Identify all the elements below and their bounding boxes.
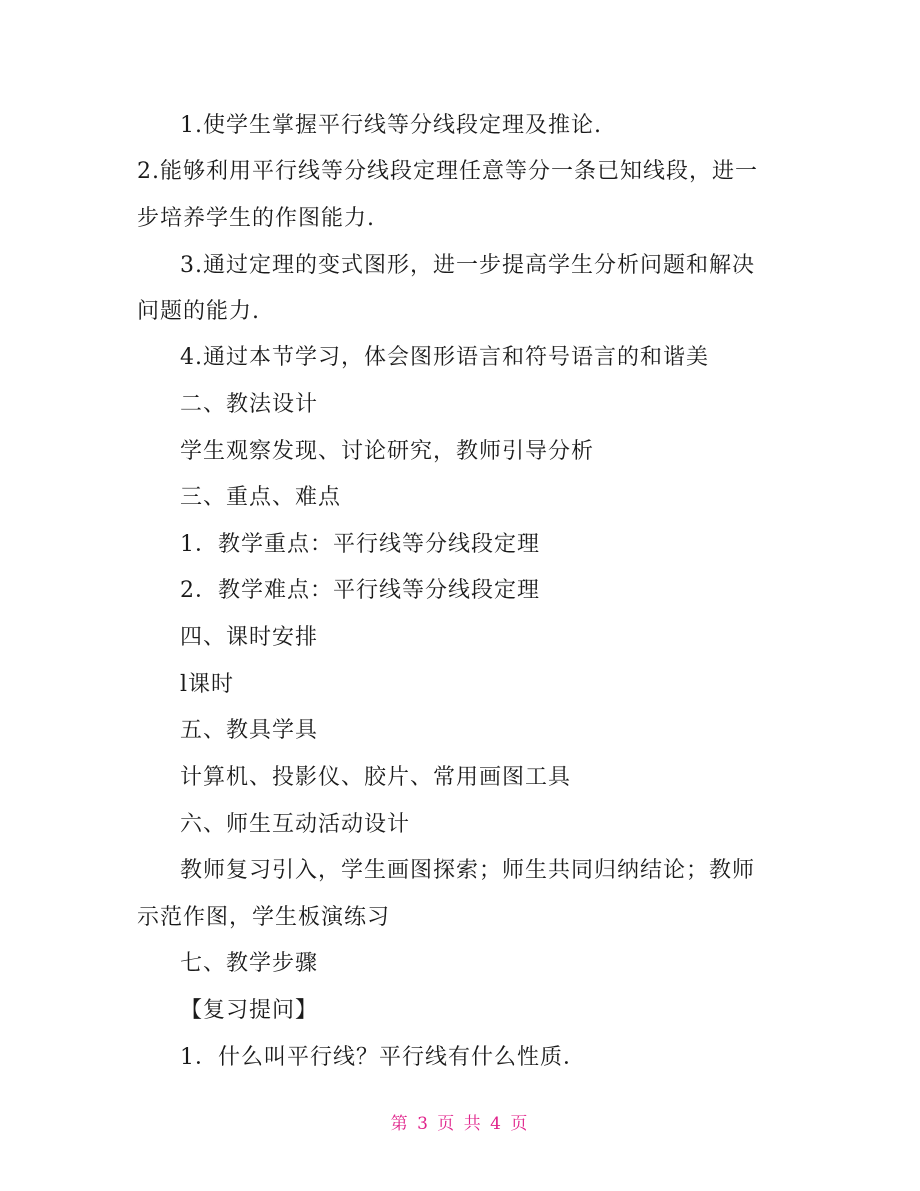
- section-heading-key-points: 三、重点、难点: [180, 485, 342, 510]
- key-point-2: 2．教学难点：平行线等分线段定理: [180, 578, 540, 603]
- section-heading-interaction: 六、师生互动活动设计: [180, 812, 411, 837]
- section-heading-steps: 七、教学步骤: [180, 951, 319, 976]
- objective-1: 1.使学生掌握平行线等分线段定理及推论.: [180, 113, 602, 138]
- objective-4: 4.通过本节学习，体会图形语言和符号语言的和谐美: [180, 345, 709, 370]
- review-question-1: 1．什么叫平行线？平行线有什么性质．: [180, 1045, 586, 1070]
- page-number-footer: 第 3 页 共 4 页: [390, 1114, 530, 1134]
- objective-3-line-2: 问题的能力.: [137, 299, 260, 324]
- key-point-1: 1．教学重点：平行线等分线段定理: [180, 532, 540, 557]
- schedule-text: l课时: [180, 672, 235, 697]
- tools-text: 计算机、投影仪、胶片、常用画图工具: [180, 765, 572, 790]
- section-heading-tools: 五、教具学具: [180, 718, 319, 743]
- objective-3-line-1: 3.通过定理的变式图形，进一步提高学生分析问题和解决: [180, 253, 755, 278]
- objective-2-line-2: 步培养学生的作图能力.: [137, 206, 375, 231]
- subheading-review: 【复习提问】: [180, 998, 319, 1023]
- interaction-text-line-1: 教师复习引入，学生画图探索；师生共同归纳结论；教师: [180, 858, 756, 883]
- section-heading-teaching-method: 二、教法设计: [180, 392, 319, 417]
- teaching-method-text: 学生观察发现、讨论研究，教师引导分析: [180, 439, 595, 464]
- objective-2-line-1: 2.能够利用平行线等分线段定理任意等分一条已知线段，进一: [137, 159, 758, 184]
- section-heading-schedule: 四、课时安排: [180, 625, 319, 650]
- interaction-text-line-2: 示范作图，学生板演练习: [137, 905, 391, 930]
